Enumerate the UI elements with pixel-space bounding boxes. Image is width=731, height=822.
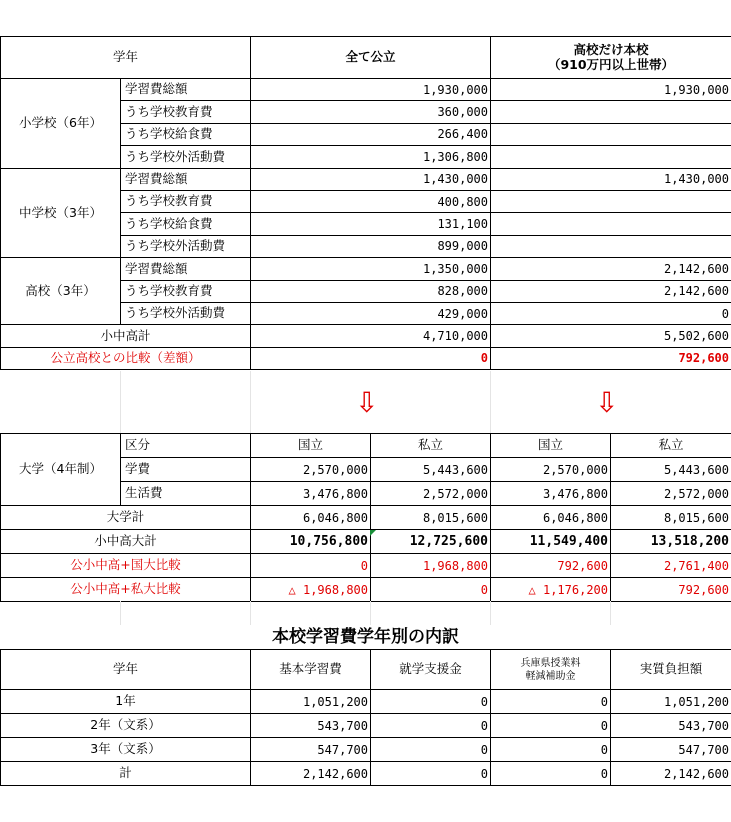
row-private: 2,142,600	[491, 280, 731, 302]
header-support: 就学支援金	[371, 650, 491, 690]
row-item: うち学校外活動費	[121, 235, 251, 257]
row-public: 429,000	[251, 302, 491, 324]
row-private: 0	[491, 302, 731, 324]
row-value: 2,761,400	[611, 554, 731, 578]
row-value: 1,051,200	[251, 690, 371, 714]
table-row	[1, 762, 731, 786]
row-year: 2年（文系）	[1, 714, 251, 738]
row-value: 792,600	[611, 578, 731, 602]
row-value: 0	[491, 762, 611, 786]
header-private-2: 私立	[611, 434, 731, 458]
row-item: 生活費	[121, 482, 251, 506]
row-private: 2,142,600	[491, 258, 731, 280]
table-header-row	[1, 650, 731, 690]
group-label-elementary: 小学校（6年）	[1, 79, 121, 169]
row-private	[491, 190, 731, 212]
row-value: 12,725,600	[371, 530, 491, 554]
compare-national-row	[1, 554, 731, 578]
univ-total-label: 大学計	[1, 506, 251, 530]
row-value: 0	[371, 762, 491, 786]
header-year: 学年	[1, 650, 251, 690]
row-item: うち学校教育費	[121, 190, 251, 212]
row-value: 792,600	[491, 554, 611, 578]
univ-total-row	[1, 506, 731, 530]
total-label: 小中高計	[1, 325, 251, 347]
row-item: うち学校教育費	[121, 101, 251, 123]
row-item: うち学校教育費	[121, 280, 251, 302]
table-row	[1, 738, 731, 762]
row-value: △ 1,176,200	[491, 578, 611, 602]
row-value: 2,570,000	[251, 458, 371, 482]
row-item: 学習費総額	[121, 79, 251, 101]
compare-national-label: 公小中高+国大比較	[1, 554, 251, 578]
row-value: 2,142,600	[611, 762, 731, 786]
row-value: 13,518,200	[611, 530, 731, 554]
total-row	[1, 325, 731, 347]
row-value: 547,700	[611, 738, 731, 762]
row-value: 0	[491, 690, 611, 714]
section-title: 本校学習費学年別の内訳	[272, 627, 459, 647]
row-public: 1,430,000	[251, 168, 491, 190]
row-value: 11,549,400	[491, 530, 611, 554]
row-value: 6,046,800	[491, 506, 611, 530]
row-item: 学習費総額	[121, 258, 251, 280]
row-value: 0	[371, 738, 491, 762]
row-item: うち学校給食費	[121, 123, 251, 145]
table-header-row	[1, 37, 731, 79]
cost-comparison-table	[0, 36, 731, 370]
row-value: 2,570,000	[491, 458, 611, 482]
header-national-1: 国立	[251, 434, 371, 458]
grand-total-row	[1, 530, 731, 554]
compare-private-label: 公小中高+私大比較	[1, 578, 251, 602]
row-year: 1年	[1, 690, 251, 714]
row-public: 828,000	[251, 280, 491, 302]
row-value: 5,443,600	[371, 458, 491, 482]
diff-private: 792,600	[491, 347, 731, 369]
header-private-1: 私立	[371, 434, 491, 458]
header-private-line2: （910万円以上世帯）	[547, 56, 675, 72]
row-value: 8,015,600	[371, 506, 491, 530]
row-value: 0	[371, 714, 491, 738]
row-value: △ 1,968,800	[251, 578, 371, 602]
row-value: 543,700	[611, 714, 731, 738]
row-public: 266,400	[251, 123, 491, 145]
table-row	[1, 714, 731, 738]
table-row	[1, 690, 731, 714]
group-label-university: 大学（4年制）	[1, 434, 121, 506]
row-private	[491, 123, 731, 145]
row-value: 6,046,800	[251, 506, 371, 530]
row-value: 0	[251, 554, 371, 578]
header-basic: 基本学習費	[251, 650, 371, 690]
row-public: 400,800	[251, 190, 491, 212]
header-hyogo-line2: 軽減補助金	[525, 670, 576, 682]
diff-row	[1, 347, 731, 369]
group-label-high-school: 高校（3年）	[1, 258, 121, 325]
row-value: 2,142,600	[251, 762, 371, 786]
row-private	[491, 146, 731, 168]
header-year: 学年	[1, 37, 251, 79]
row-public: 1,350,000	[251, 258, 491, 280]
table-row	[1, 168, 731, 190]
row-public: 1,930,000	[251, 79, 491, 101]
row-public: 131,100	[251, 213, 491, 235]
row-value: 1,051,200	[611, 690, 731, 714]
header-private-line1: 高校だけ本校	[573, 42, 649, 57]
group-label-junior-high: 中学校（3年）	[1, 168, 121, 258]
header-national-2: 国立	[491, 434, 611, 458]
arrow-spacer	[0, 371, 731, 433]
row-item: 学習費総額	[121, 168, 251, 190]
row-item: うち学校外活動費	[121, 146, 251, 168]
header-category: 区分	[121, 434, 251, 458]
header-hyogo-line1: 兵庫県授業料	[520, 657, 581, 669]
row-value: 0	[371, 578, 491, 602]
university-table	[0, 433, 731, 602]
table-header-row	[1, 434, 731, 458]
row-public: 1,306,800	[251, 146, 491, 168]
row-private: 1,430,000	[491, 168, 731, 190]
cell-comment-marker	[370, 530, 376, 536]
row-value: 2,572,000	[371, 482, 491, 506]
row-value: 547,700	[251, 738, 371, 762]
table-row	[1, 79, 731, 101]
row-private	[491, 101, 731, 123]
diff-label: 公立高校との比較（差額）	[1, 347, 251, 369]
row-value: 543,700	[251, 714, 371, 738]
down-arrow-icon-private: ⇩	[595, 386, 619, 419]
row-value: 8,015,600	[611, 506, 731, 530]
row-value: 5,443,600	[611, 458, 731, 482]
row-public: 899,000	[251, 235, 491, 257]
row-spacer	[0, 601, 731, 625]
header-actual: 実質負担額	[611, 650, 731, 690]
row-private	[491, 213, 731, 235]
row-value: 3,476,800	[491, 482, 611, 506]
row-year: 3年（文系）	[1, 738, 251, 762]
row-value: 3,476,800	[251, 482, 371, 506]
row-year: 計	[1, 762, 251, 786]
row-value: 0	[491, 714, 611, 738]
row-value: 1,968,800	[371, 554, 491, 578]
row-private	[491, 235, 731, 257]
header-all-public: 全て公立	[251, 37, 491, 79]
row-value: 10,756,800	[251, 530, 371, 554]
header-private-high	[491, 37, 731, 79]
down-arrow-icon-public: ⇩	[355, 386, 379, 419]
yearly-breakdown-table	[0, 649, 731, 786]
row-item: うち学校外活動費	[121, 302, 251, 324]
total-public: 4,710,000	[251, 325, 491, 347]
row-item: 学費	[121, 458, 251, 482]
row-value: 2,572,000	[611, 482, 731, 506]
diff-public: 0	[251, 347, 491, 369]
compare-private-row	[1, 578, 731, 602]
header-hyogo-subsidy	[491, 650, 611, 690]
row-item: うち学校給食費	[121, 213, 251, 235]
grand-total-label: 小中高大計	[1, 530, 251, 554]
row-value: 0	[491, 738, 611, 762]
row-private: 1,930,000	[491, 79, 731, 101]
row-public: 360,000	[251, 101, 491, 123]
row-value: 0	[371, 690, 491, 714]
total-private: 5,502,600	[491, 325, 731, 347]
table-row	[1, 258, 731, 280]
